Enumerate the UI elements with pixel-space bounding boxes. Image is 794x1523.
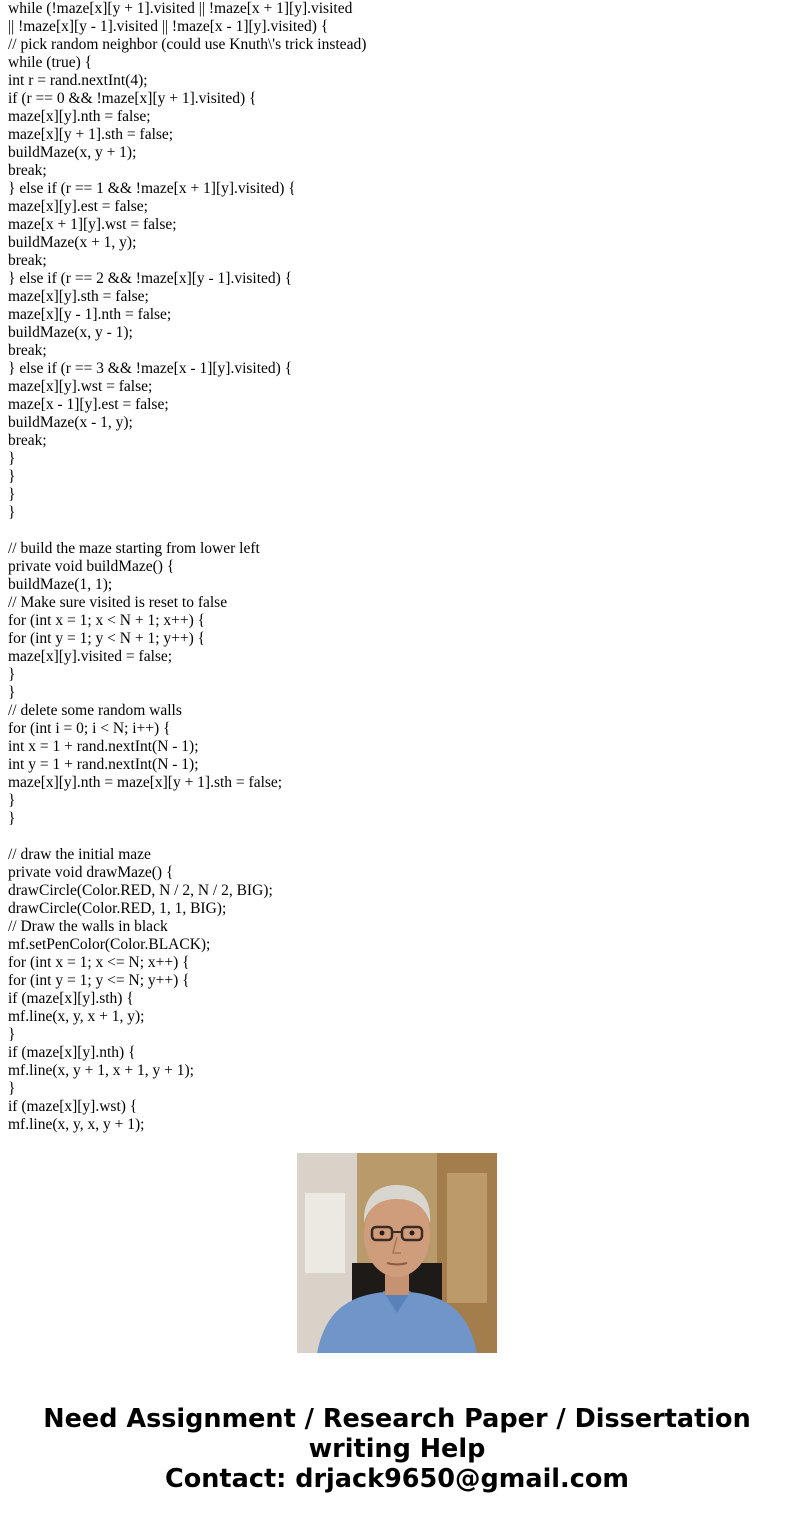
code-line: maze[x][y].est = false; [8,198,148,215]
code-line: maze[x + 1][y].wst = false; [8,216,177,233]
code-line: break; [8,252,47,269]
code-line: if (r == 0 && !maze[x][y + 1].visited) { [8,90,257,107]
banner-headline: Need Assignment / Research Paper / Dissertation [43,1404,751,1434]
code-line [8,828,778,846]
code-line: int r = rand.nextInt(4); [8,72,148,89]
code-line: buildMaze(1, 1); [8,576,113,593]
code-line: maze[x][y - 1].nth = false; [8,306,172,323]
code-line: // Make sure visited is reset to false [8,594,228,611]
code-line: } [8,1080,16,1097]
code-line: mf.line(x, y + 1, x + 1, y + 1); [8,1062,194,1079]
code-line: while (!maze[x][y + 1].visited || !maze[x + 1][y].visited [8,0,353,17]
code-line: if (maze[x][y].wst) { [8,1098,138,1115]
code-line: } else if (r == 2 && !maze[x][y - 1].visited) { [8,270,293,287]
code-line: int y = 1 + rand.nextInt(N - 1); [8,756,199,773]
code-line: // pick random neighbor (could use Knuth\'s trick instead) [8,36,367,53]
code-line: // Draw the walls in black [8,918,168,935]
banner-subheadline: writing Help [308,1434,486,1464]
code-line: // delete some random walls [8,702,182,719]
code-line: buildMaze(x - 1, y); [8,414,133,431]
code-line: maze[x][y + 1].sth = false; [8,126,174,143]
code-line: } [8,504,16,521]
code-line: } [8,684,16,701]
code-line: if (maze[x][y].sth) { [8,990,134,1007]
code-line: int x = 1 + rand.nextInt(N - 1); [8,738,199,755]
person-portrait-icon [297,1153,497,1353]
code-line: for (int x = 1; x < N + 1; x++) { [8,612,206,629]
code-line: buildMaze(x + 1, y); [8,234,137,251]
code-line: maze[x][y].nth = maze[x][y + 1].sth = false; [8,774,283,791]
code-line: for (int y = 1; y < N + 1; y++) { [8,630,206,647]
code-line: maze[x][y].visited = false; [8,648,173,665]
code-line: } [8,666,16,683]
code-line: drawCircle(Color.RED, N / 2, N / 2, BIG); [8,882,273,899]
code-line: } [8,792,16,809]
code-block [8,0,778,1133]
code-line: || !maze[x][y - 1].visited || !maze[x - 1][y].visited) { [8,18,329,35]
code-line: } else if (r == 3 && !maze[x - 1][y].visited) { [8,360,293,377]
code-line: } [8,468,16,485]
code-line: } [8,486,16,503]
code-line: // draw the initial maze [8,846,151,863]
code-line: while (true) { [8,54,93,71]
contact-banner [0,1404,794,1494]
avatar [297,1153,497,1353]
code-line: } [8,450,16,467]
code-line: mf.line(x, y, x, y + 1); [8,1116,145,1133]
code-line: break; [8,432,47,449]
code-line: } [8,1026,16,1043]
code-line: mf.setPenColor(Color.BLACK); [8,936,211,953]
code-line: mf.line(x, y, x + 1, y); [8,1008,145,1025]
code-line: private void drawMaze() { [8,864,174,881]
code-line: break; [8,162,47,179]
code-line: private void buildMaze() { [8,558,175,575]
code-line: maze[x - 1][y].est = false; [8,396,169,413]
code-line [8,522,778,540]
code-line: maze[x][y].wst = false; [8,378,153,395]
code-line: break; [8,342,47,359]
code-line: for (int i = 0; i < N; i++) { [8,720,171,737]
banner-contact-email: Contact: drjack9650@gmail.com [165,1464,629,1494]
code-line: // build the maze starting from lower left [8,540,260,557]
code-line: buildMaze(x, y + 1); [8,144,137,161]
code-line: } [8,810,16,827]
code-line: if (maze[x][y].nth) { [8,1044,136,1061]
code-line: maze[x][y].nth = false; [8,108,151,125]
code-line: } else if (r == 1 && !maze[x + 1][y].visited) { [8,180,296,197]
code-line: drawCircle(Color.RED, 1, 1, BIG); [8,900,227,917]
code-line: buildMaze(x, y - 1); [8,324,133,341]
code-line: for (int x = 1; x <= N; x++) { [8,954,190,971]
code-line: maze[x][y].sth = false; [8,288,149,305]
code-line: for (int y = 1; y <= N; y++) { [8,972,190,989]
